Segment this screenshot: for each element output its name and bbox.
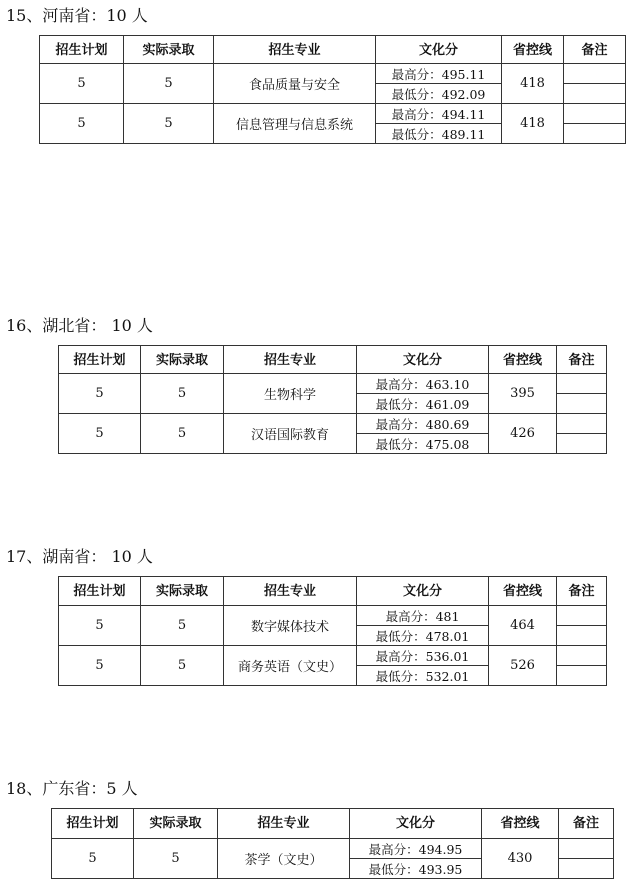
remarks-cell — [557, 646, 607, 666]
control-line-cell: 418 — [502, 104, 564, 144]
header-control-line: 省控线 — [489, 577, 557, 606]
admitted-cell: 5 — [134, 839, 218, 879]
max-score-cell: 最高分：481 — [357, 606, 489, 626]
control-line-cell: 430 — [482, 839, 559, 879]
admitted-cell: 5 — [124, 64, 214, 104]
max-score-cell: 最高分：494.11 — [376, 104, 502, 124]
header-remarks: 备注 — [557, 577, 607, 606]
remarks-cell — [559, 859, 614, 879]
header-major: 招生专业 — [224, 577, 357, 606]
header-control-line: 省控线 — [489, 346, 557, 374]
table-row — [59, 646, 607, 666]
remarks-cell — [557, 394, 607, 414]
remarks-cell — [564, 124, 626, 144]
plan-cell: 5 — [59, 606, 141, 646]
major-cell: 数字媒体技术 — [224, 606, 357, 646]
header-admitted: 实际录取 — [134, 809, 218, 839]
remarks-cell — [557, 666, 607, 686]
header-remarks: 备注 — [557, 346, 607, 374]
header-score: 文化分 — [357, 346, 489, 374]
admission-table-hubei — [58, 345, 607, 454]
header-remarks: 备注 — [564, 36, 626, 64]
plan-cell: 5 — [59, 646, 141, 686]
major-cell: 信息管理与信息系统 — [214, 104, 376, 144]
max-score-cell: 最高分：495.11 — [376, 64, 502, 84]
table-row — [52, 839, 614, 859]
max-score-cell: 最高分：480.69 — [357, 414, 489, 434]
min-score-cell: 最低分：478.01 — [357, 626, 489, 646]
header-remarks: 备注 — [559, 809, 614, 839]
major-cell: 茶学（文史） — [218, 839, 350, 879]
min-score-cell: 最低分：475.08 — [357, 434, 489, 454]
major-cell: 生物科学 — [224, 374, 357, 414]
header-plan: 招生计划 — [52, 809, 134, 839]
header-major: 招生专业 — [218, 809, 350, 839]
header-admitted: 实际录取 — [141, 577, 224, 606]
remarks-cell — [564, 84, 626, 104]
header-major: 招生专业 — [224, 346, 357, 374]
header-admitted: 实际录取 — [124, 36, 214, 64]
control-line-cell: 464 — [489, 606, 557, 646]
header-major: 招生专业 — [214, 36, 376, 64]
admission-table-hunan — [58, 576, 607, 686]
control-line-cell: 426 — [489, 414, 557, 454]
admission-table-henan — [39, 35, 626, 144]
admitted-cell: 5 — [141, 374, 224, 414]
remarks-cell — [557, 414, 607, 434]
table-row — [59, 414, 607, 434]
admission-table-guangdong — [51, 808, 614, 879]
max-score-cell: 最高分：463.10 — [357, 374, 489, 394]
control-line-cell: 395 — [489, 374, 557, 414]
header-plan: 招生计划 — [59, 577, 141, 606]
major-cell: 汉语国际教育 — [224, 414, 357, 454]
table-row — [59, 374, 607, 394]
plan-cell: 5 — [59, 374, 141, 414]
min-score-cell: 最低分：493.95 — [350, 859, 482, 879]
header-score: 文化分 — [350, 809, 482, 839]
plan-cell: 5 — [52, 839, 134, 879]
remarks-cell — [559, 839, 614, 859]
header-control-line: 省控线 — [482, 809, 559, 839]
remarks-cell — [564, 104, 626, 124]
admitted-cell: 5 — [124, 104, 214, 144]
section-heading-guangdong: 18、广东省：5 人 — [6, 779, 138, 798]
remarks-cell — [557, 434, 607, 454]
table-row — [40, 64, 626, 84]
section-heading-hubei: 16、湖北省： 10 人 — [6, 316, 153, 335]
header-plan: 招生计划 — [40, 36, 124, 64]
remarks-cell — [557, 606, 607, 626]
min-score-cell: 最低分：489.11 — [376, 124, 502, 144]
remarks-cell — [557, 374, 607, 394]
table-row — [40, 104, 626, 124]
header-plan: 招生计划 — [59, 346, 141, 374]
major-cell: 商务英语（文史） — [224, 646, 357, 686]
control-line-cell: 526 — [489, 646, 557, 686]
max-score-cell: 最高分：494.95 — [350, 839, 482, 859]
min-score-cell: 最低分：532.01 — [357, 666, 489, 686]
admitted-cell: 5 — [141, 646, 224, 686]
min-score-cell: 最低分：461.09 — [357, 394, 489, 414]
header-admitted: 实际录取 — [141, 346, 224, 374]
min-score-cell: 最低分：492.09 — [376, 84, 502, 104]
section-heading-hunan: 17、湖南省： 10 人 — [6, 547, 153, 566]
remarks-cell — [557, 626, 607, 646]
plan-cell: 5 — [59, 414, 141, 454]
header-control-line: 省控线 — [502, 36, 564, 64]
plan-cell: 5 — [40, 104, 124, 144]
remarks-cell — [564, 64, 626, 84]
header-score: 文化分 — [376, 36, 502, 64]
major-cell: 食品质量与安全 — [214, 64, 376, 104]
table-row — [59, 606, 607, 626]
section-heading-henan: 15、河南省：10 人 — [6, 6, 148, 25]
admitted-cell: 5 — [141, 606, 224, 646]
control-line-cell: 418 — [502, 64, 564, 104]
admitted-cell: 5 — [141, 414, 224, 454]
header-score: 文化分 — [357, 577, 489, 606]
max-score-cell: 最高分：536.01 — [357, 646, 489, 666]
plan-cell: 5 — [40, 64, 124, 104]
